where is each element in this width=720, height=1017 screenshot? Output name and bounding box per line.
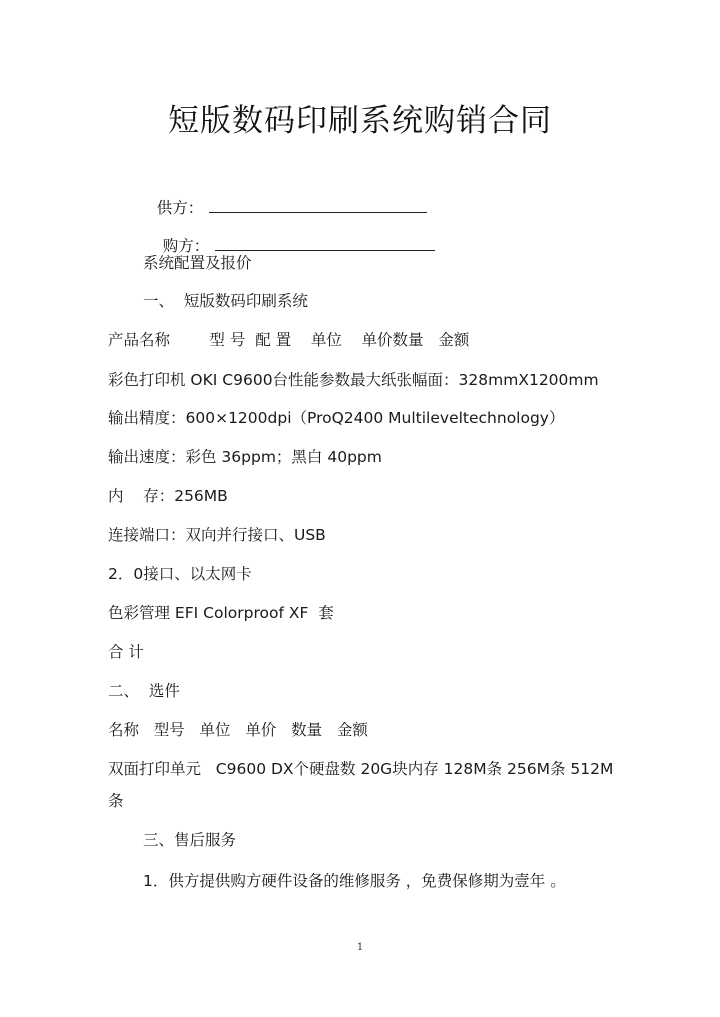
buyer-blank[interactable] xyxy=(215,236,435,251)
section1-line: 彩色打印机 OKI C9600台性能参数最大纸张幅面：328mmX1200mm xyxy=(108,371,599,389)
section1-line: 2．0接口、以太网卡 xyxy=(108,565,252,583)
section1-line: 输出精度：600×1200dpi（ProQ2400 Multileveltechnology） xyxy=(108,409,565,427)
section1-table-header: 产品名称 型 号 配 置 单位 单价数量 金额 xyxy=(108,331,470,349)
section3-line: 1．供方提供购方硬件设备的维修服务 ，免费保修期为壹年 。 xyxy=(143,872,566,890)
section2-line: 双面打印单元 C9600 DX个硬盘数 20G块内存 128M条 256M条 512M xyxy=(108,760,614,778)
page-title: 短版数码印刷系统购销合同 xyxy=(168,103,552,139)
supplier-blank[interactable] xyxy=(209,198,427,213)
section1-heading: 一、 短版数码印刷系统 xyxy=(143,292,308,310)
section1-line: 色彩管理 EFI Colorproof XF 套 xyxy=(108,604,334,622)
section1-line: 输出速度：彩色 36ppm；黑白 40ppm xyxy=(108,448,382,466)
config-heading: 系统配置及报价 xyxy=(143,254,252,272)
section2-heading: 二、 选件 xyxy=(108,682,180,700)
section2-line: 条 xyxy=(108,792,124,810)
section3-heading: 三、售后服务 xyxy=(143,831,237,849)
page-number: 1 xyxy=(356,942,364,953)
supplier-label: 供方： xyxy=(156,199,204,217)
section1-line: 内 存：256MB xyxy=(108,487,228,505)
buyer-label: 购方： xyxy=(162,237,210,255)
section1-line: 连接端口：双向并行接口、USB xyxy=(108,526,326,544)
section2-table-header: 名称 型号 单位 单价 数量 金额 xyxy=(108,721,368,739)
section1-total: 合 计 xyxy=(108,643,144,661)
